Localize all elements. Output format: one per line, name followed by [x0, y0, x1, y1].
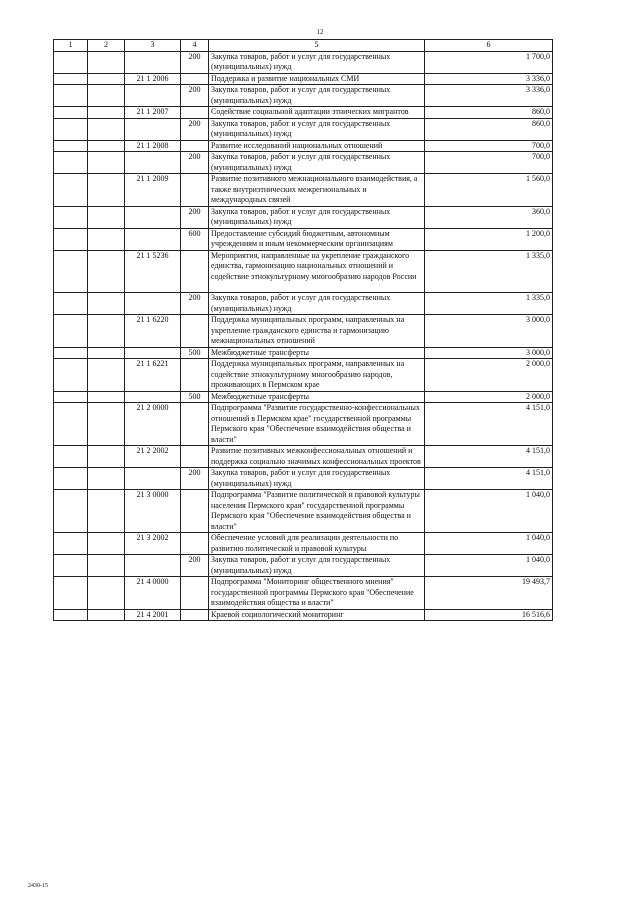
cell-target-code: 21 3 0000: [125, 490, 181, 533]
cell-expense-type: [181, 107, 209, 119]
cell-section: [54, 174, 88, 207]
cell-description: Предоставление субсидий бюджетным, автономным учреждениям и иным некоммерческим организациям: [209, 228, 425, 250]
cell-target-code: 21 2 0000: [125, 403, 181, 446]
header-col-1: 1: [54, 40, 88, 52]
table-row: [54, 403, 553, 446]
cell-expense-type: [181, 446, 209, 468]
cell-expense-type: 600: [181, 228, 209, 250]
table-row: [54, 609, 553, 621]
cell-section: [54, 250, 88, 293]
cell-section: [54, 609, 88, 621]
cell-amount: 700,0: [425, 140, 553, 152]
table-row: [54, 446, 553, 468]
table-row: [54, 73, 553, 85]
cell-description: Закупка товаров, работ и услуг для государственных (муниципальных) нужд: [209, 293, 425, 315]
cell-expense-type: 200: [181, 51, 209, 73]
cell-expense-type: 200: [181, 85, 209, 107]
cell-subsection: [88, 609, 125, 621]
cell-description: Мероприятия, направленные на укрепление гражданского единства, гармонизацию национальных отношений и содействие этнокультурному многообразию народов России: [209, 250, 425, 293]
cell-target-code: 21 1 6220: [125, 315, 181, 348]
cell-target-code: 21 1 2009: [125, 174, 181, 207]
cell-section: [54, 533, 88, 555]
cell-description: Поддержка муниципальных программ, направленных на содействие этнокультурному многообразию народов, проживающих в Пермском крае: [209, 359, 425, 392]
cell-subsection: [88, 85, 125, 107]
table-row: [54, 174, 553, 207]
cell-subsection: [88, 118, 125, 140]
cell-description: Краевой социологический мониторинг: [209, 609, 425, 621]
header-col-6: 6: [425, 40, 553, 52]
cell-section: [54, 391, 88, 403]
table-row: [54, 250, 553, 293]
cell-amount: 2 000,0: [425, 391, 553, 403]
table-row: [54, 228, 553, 250]
cell-subsection: [88, 359, 125, 392]
cell-target-code: [125, 391, 181, 403]
cell-amount: 1 335,0: [425, 293, 553, 315]
cell-expense-type: 200: [181, 118, 209, 140]
cell-amount: 3 336,0: [425, 73, 553, 85]
cell-amount: 16 516,6: [425, 609, 553, 621]
cell-expense-type: 500: [181, 347, 209, 359]
cell-section: [54, 446, 88, 468]
cell-target-code: 21 2 2002: [125, 446, 181, 468]
cell-description: Закупка товаров, работ и услуг для государственных (муниципальных) нужд: [209, 555, 425, 577]
cell-expense-type: 200: [181, 555, 209, 577]
cell-target-code: [125, 468, 181, 490]
cell-section: [54, 293, 88, 315]
table-row: [54, 577, 553, 610]
cell-target-code: [125, 228, 181, 250]
table-header-row: [54, 40, 553, 52]
cell-subsection: [88, 206, 125, 228]
cell-section: [54, 577, 88, 610]
cell-expense-type: 200: [181, 293, 209, 315]
table-row: [54, 206, 553, 228]
cell-amount: 1 200,0: [425, 228, 553, 250]
cell-description: Содействие социальной адаптации этнических мигрантов: [209, 107, 425, 119]
cell-target-code: 21 4 2001: [125, 609, 181, 621]
cell-target-code: 21 1 6221: [125, 359, 181, 392]
cell-description: Развитие позитивного межнационального взаимодействия, а также внутриэтнических межрегиональных и международных связей: [209, 174, 425, 207]
cell-expense-type: [181, 250, 209, 293]
cell-amount: 4 151,0: [425, 468, 553, 490]
cell-subsection: [88, 468, 125, 490]
table-row: [54, 391, 553, 403]
cell-section: [54, 315, 88, 348]
cell-section: [54, 347, 88, 359]
cell-amount: 700,0: [425, 152, 553, 174]
cell-amount: 1 040,0: [425, 555, 553, 577]
table-row: [54, 152, 553, 174]
cell-target-code: 21 1 2007: [125, 107, 181, 119]
cell-target-code: [125, 85, 181, 107]
cell-section: [54, 85, 88, 107]
cell-target-code: [125, 118, 181, 140]
cell-subsection: [88, 152, 125, 174]
cell-description: Закупка товаров, работ и услуг для государственных (муниципальных) нужд: [209, 468, 425, 490]
cell-section: [54, 51, 88, 73]
cell-subsection: [88, 293, 125, 315]
cell-amount: 1 560,0: [425, 174, 553, 207]
cell-expense-type: [181, 73, 209, 85]
cell-target-code: [125, 347, 181, 359]
cell-subsection: [88, 73, 125, 85]
table-row: [54, 293, 553, 315]
cell-expense-type: [181, 490, 209, 533]
cell-description: Закупка товаров, работ и услуг для государственных (муниципальных) нужд: [209, 206, 425, 228]
cell-section: [54, 152, 88, 174]
cell-section: [54, 206, 88, 228]
table-row: [54, 359, 553, 392]
cell-section: [54, 490, 88, 533]
cell-subsection: [88, 555, 125, 577]
cell-section: [54, 118, 88, 140]
cell-description: Развитие исследований национальных отношений: [209, 140, 425, 152]
cell-amount: 3 000,0: [425, 347, 553, 359]
cell-amount: 860,0: [425, 118, 553, 140]
cell-section: [54, 468, 88, 490]
table-row: [54, 118, 553, 140]
table-row: [54, 315, 553, 348]
cell-description: Закупка товаров, работ и услуг для государственных (муниципальных) нужд: [209, 152, 425, 174]
table-row: [54, 533, 553, 555]
cell-target-code: 21 1 2008: [125, 140, 181, 152]
cell-section: [54, 228, 88, 250]
cell-section: [54, 359, 88, 392]
header-col-2: 2: [88, 40, 125, 52]
table-row: [54, 140, 553, 152]
cell-amount: 1 040,0: [425, 490, 553, 533]
cell-section: [54, 555, 88, 577]
header-col-3: 3: [125, 40, 181, 52]
cell-description: Поддержка муниципальных программ, направленных на укрепление гражданского единства и гармонизацию межнациональных отношений: [209, 315, 425, 348]
table-row: [54, 51, 553, 73]
cell-amount: 4 151,0: [425, 403, 553, 446]
budget-table: [53, 39, 553, 621]
cell-expense-type: [181, 403, 209, 446]
cell-subsection: [88, 140, 125, 152]
cell-target-code: 21 4 0000: [125, 577, 181, 610]
cell-target-code: [125, 206, 181, 228]
header-col-4: 4: [181, 40, 209, 52]
cell-description: Закупка товаров, работ и услуг для государственных (муниципальных) нужд: [209, 51, 425, 73]
cell-section: [54, 107, 88, 119]
cell-subsection: [88, 403, 125, 446]
cell-description: Подпрограмма "Развитие политической и правовой культуры населения Пермского края" государственной программы Пермского края "Обеспечение взаимодействия общества и власти": [209, 490, 425, 533]
cell-section: [54, 73, 88, 85]
cell-amount: 1 335,0: [425, 250, 553, 293]
cell-description: Поддержка и развитие национальных СМИ: [209, 73, 425, 85]
cell-section: [54, 140, 88, 152]
cell-target-code: [125, 152, 181, 174]
cell-amount: 1 040,0: [425, 533, 553, 555]
cell-amount: 3 336,0: [425, 85, 553, 107]
cell-expense-type: [181, 577, 209, 610]
cell-target-code: 21 3 2002: [125, 533, 181, 555]
table-row: [54, 468, 553, 490]
cell-amount: 3 000,0: [425, 315, 553, 348]
cell-description: Межбюджетные трансферты: [209, 347, 425, 359]
cell-subsection: [88, 174, 125, 207]
cell-subsection: [88, 533, 125, 555]
cell-expense-type: 200: [181, 468, 209, 490]
cell-subsection: [88, 391, 125, 403]
cell-subsection: [88, 490, 125, 533]
cell-subsection: [88, 315, 125, 348]
cell-description: Закупка товаров, работ и услуг для государственных (муниципальных) нужд: [209, 85, 425, 107]
cell-expense-type: [181, 174, 209, 207]
cell-amount: 1 700,0: [425, 51, 553, 73]
cell-description: Подпрограмма "Мониторинг общественного мнения" государственной программы Пермского края "Обеспечение взаимодействия общества и власти": [209, 577, 425, 610]
cell-expense-type: [181, 140, 209, 152]
cell-section: [54, 403, 88, 446]
header-col-5: 5: [209, 40, 425, 52]
cell-description: Закупка товаров, работ и услуг для государственных (муниципальных) нужд: [209, 118, 425, 140]
table-row: [54, 490, 553, 533]
cell-subsection: [88, 577, 125, 610]
cell-target-code: 21 1 5236: [125, 250, 181, 293]
table-row: [54, 347, 553, 359]
cell-amount: 360,0: [425, 206, 553, 228]
cell-amount: 4 151,0: [425, 446, 553, 468]
table-row: [54, 85, 553, 107]
cell-expense-type: 200: [181, 152, 209, 174]
cell-target-code: 21 1 2006: [125, 73, 181, 85]
page-number: 12: [316, 28, 324, 36]
cell-expense-type: [181, 533, 209, 555]
cell-expense-type: 200: [181, 206, 209, 228]
cell-amount: 860,0: [425, 107, 553, 119]
cell-amount: 19 493,7: [425, 577, 553, 610]
cell-subsection: [88, 250, 125, 293]
cell-description: Межбюджетные трансферты: [209, 391, 425, 403]
cell-expense-type: [181, 359, 209, 392]
cell-subsection: [88, 446, 125, 468]
cell-subsection: [88, 51, 125, 73]
document-code: 2430-15: [28, 883, 48, 889]
cell-expense-type: [181, 315, 209, 348]
cell-expense-type: [181, 609, 209, 621]
table-row: [54, 555, 553, 577]
cell-description: Обеспечение условий для реализации деятельности по развитию политической и правовой культуры: [209, 533, 425, 555]
table-row: [54, 107, 553, 119]
table-body: [54, 51, 553, 621]
cell-description: Подпрограмма "Развитие государственно-конфессиональных отношений в Пермском крае" государственной программы Пермского края "Обеспечение взаимодействия общества и власти": [209, 403, 425, 446]
cell-target-code: [125, 51, 181, 73]
cell-subsection: [88, 347, 125, 359]
cell-target-code: [125, 293, 181, 315]
cell-subsection: [88, 228, 125, 250]
cell-target-code: [125, 555, 181, 577]
cell-expense-type: 500: [181, 391, 209, 403]
cell-amount: 2 000,0: [425, 359, 553, 392]
cell-subsection: [88, 107, 125, 119]
cell-description: Развитие позитивных межконфессиональных отношений и поддержка социально значимых конфессиональных проектов: [209, 446, 425, 468]
